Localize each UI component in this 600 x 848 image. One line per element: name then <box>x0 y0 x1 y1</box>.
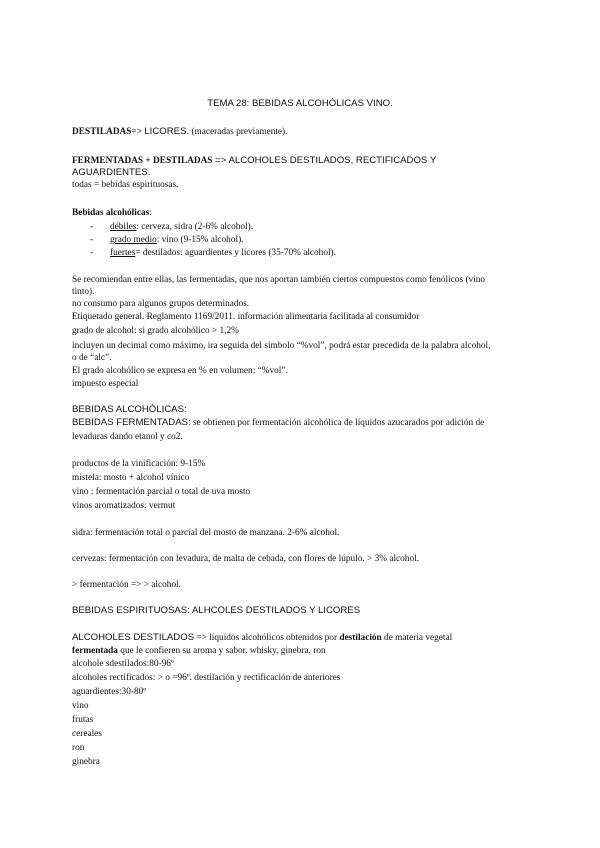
list-item-key: grado medio <box>110 235 157 245</box>
alcoholes-rest2: que le confieren su aroma y sabor. whisky, ginebra, ron <box>117 646 326 656</box>
text-line: mistela: mosto + alcohol vínico <box>72 473 190 483</box>
fermentadas-def-line <box>72 417 484 429</box>
destiladas-rest: (maceradas previamente). <box>189 127 288 137</box>
fermentadas-line2: AGUARDIENTES. <box>72 167 151 178</box>
list-dash: - <box>90 248 94 258</box>
text-line: alcoholes rectificados: > o =96º. destilación y rectificación de anteriores <box>72 673 341 683</box>
destiladas-line <box>72 126 287 138</box>
text-line: vinos aromatizados: vermut <box>72 501 176 511</box>
text-line: ron <box>72 743 85 753</box>
fermentadas-label: FERMENTADAS + DESTILADAS <box>72 156 213 166</box>
text-line: vino <box>72 701 89 711</box>
list-item-debiles <box>110 221 253 233</box>
text-line: ginebra <box>72 757 100 767</box>
text-line: alcohole sdestilados:80-96º <box>72 659 174 669</box>
list-item-grado-medio <box>110 234 243 246</box>
alcoholes-label: ALCOHOLES DESTILADOS <box>72 632 195 643</box>
destiladas-arrow: => <box>131 127 145 137</box>
text-line: impuesto especial <box>72 379 139 389</box>
text-line: El grado alcohólico se expresa en % en volumen: “%vol”. <box>72 366 288 376</box>
text-line: productos de la vinificación: 9-15% <box>72 459 206 469</box>
fermentadas-def-label: BEBIDAS FERMENTADAS: <box>72 417 191 428</box>
text-line: frutas <box>72 715 94 725</box>
fermentacion-line: > fermentación => > alcohol. <box>72 580 181 590</box>
destiladas-licores: LICORES. <box>144 126 190 137</box>
destiladas-label: DESTILADAS <box>72 127 132 137</box>
list-item-rest: = destilados: aguardientes y licores (35-70% alcohol). <box>135 248 336 258</box>
text-line: tinto). <box>72 287 95 297</box>
fermentadas-sans1: => ALCOHOLES DESTILADOS, RECTIFICADOS Y <box>212 155 437 166</box>
text-line: vino : fermentación parcial o total de uva mosto <box>72 487 251 497</box>
alcoholes-bold: destilación <box>339 633 382 643</box>
text-line: Etiquetado general. Reglamento 1169/2011. información alimentaria facilitada al consumidor <box>72 312 420 322</box>
text-line: incluyen un decimal como máximo, ira seguida del símbolo “%vol”, podrá estar precedida de la palabra alcohol, <box>72 341 491 351</box>
bebidas-colon: : <box>149 208 152 218</box>
list-item-rest: : vino (9-15% alcohol). <box>156 235 244 245</box>
section-heading: BEBIDAS ALCOHÓLICAS: <box>72 404 187 415</box>
section-heading: BEBIDAS ESPIRITUOSAS: ALHCOLES DESTILADOS Y LICORES <box>72 605 361 616</box>
list-dash: - <box>90 222 94 232</box>
list-item-rest: : cerveza, sidra (2-6% alcohol). <box>136 222 254 232</box>
alcoholes-bold2: fermentada <box>72 646 118 656</box>
bebidas-heading: Bebidas alcohólicas <box>72 208 150 218</box>
text-line: Se recomiendan entre ellas, las fermentadas, que nos aportan también ciertos compuestos como fenólicos (vino <box>72 275 486 285</box>
sidra-line: sidra: fermentación total o parcial del mosto de manzana. 2-6% alcohol. <box>72 528 340 538</box>
text-line: grado de alcohol: si grado alcohólico > 1,2% <box>72 326 239 336</box>
list-item-fuertes <box>110 247 336 259</box>
bebidas-heading-line <box>72 207 152 219</box>
alcoholes-line <box>72 632 452 644</box>
list-dash: - <box>90 235 94 245</box>
text-line: o de “alc”. <box>72 353 112 363</box>
text-line: no consumo para algunos grupos determinados. <box>72 299 250 309</box>
alcoholes-line2 <box>72 645 326 657</box>
text-line: cereales <box>72 729 102 739</box>
list-item-key: débiles <box>110 222 137 232</box>
fermentadas-def-text: se obtienen por fermentación alcohólica de líquidos azucarados por adición de <box>190 418 485 428</box>
cervezas-line: cervezas: fermentación con levadura, de malta de cebada, con flores de lúpulo. > 3% alcohol. <box>72 554 420 564</box>
page-title: TEMA 28: BEBIDAS ALCOHÓLICAS VINO. <box>207 98 393 109</box>
todas-line: todas = bebidas espirituosas. <box>72 180 179 190</box>
text-line: aguardientes:30-80º <box>72 687 147 697</box>
text-line: levaduras dando etanol y co2. <box>72 432 183 442</box>
alcoholes-rest: de materia vegetal <box>381 633 453 643</box>
alcoholes-arrow: => líquidos alcohólicos obtenidos por <box>194 633 340 643</box>
list-item-key: fuertes <box>110 248 136 258</box>
fermentadas-line <box>72 155 436 167</box>
